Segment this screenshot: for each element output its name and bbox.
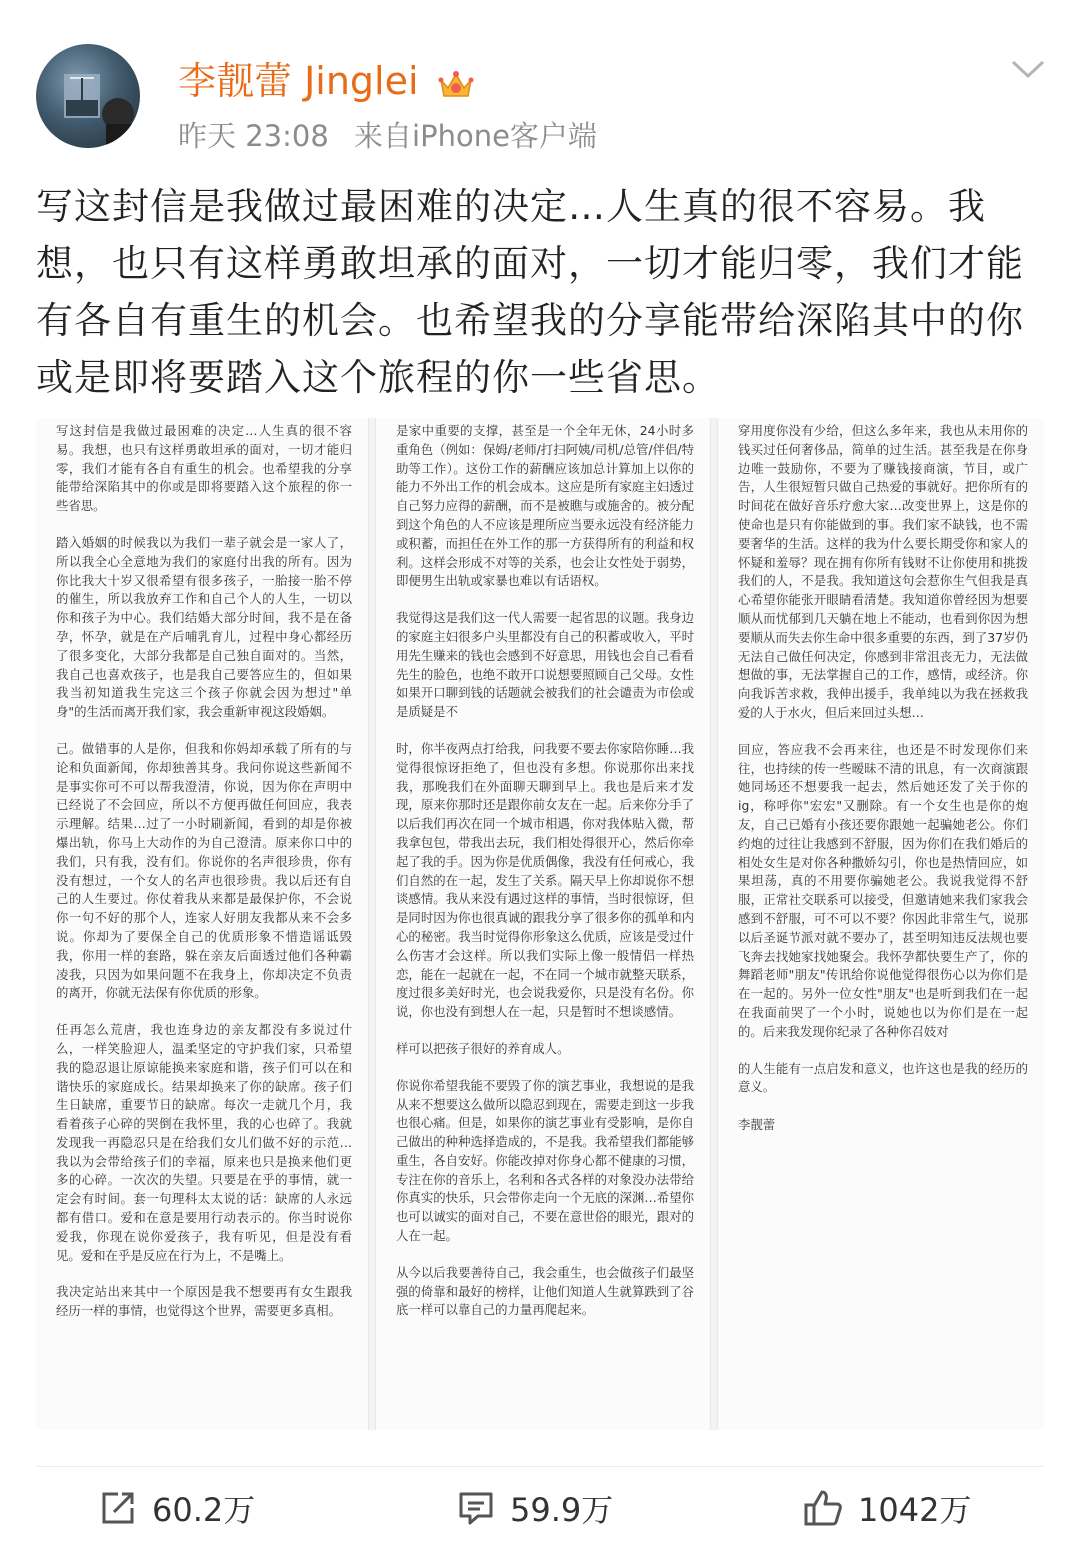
letter-signature: 李靓蕾 [738,1117,776,1133]
post-text: 写这封信是我做过最困难的决定…人生真的很不容易。我想，也只有这样勇敢坦承的面对，一切才能归零，我们才能有各自有重生的机会。也希望我的分享能带给深陷其中的你或是即将要踏入这个旅程的你一些省思。 [36,185,1024,399]
repost-count: 60.2万 [152,1491,256,1529]
letter-paragraph: 从今以后我要善待自己，我会重生，也会做孩子们最坚强的倚靠和最好的榜样，让他们知道人生就算跌到了谷底一样可以靠自己的力量再爬起来。 [396,1264,694,1318]
like-count: 1042万 [858,1491,972,1529]
letter-paragraph: 是家中重要的支撑，甚至是一个全年无休，24小时多重角色（例如：保姆/老师/打扫阿姨/司机/总管/伴侣/特助等工作）。这份工作的薪酬应该加总计算加上以你的能力不外出工作的机会成本。这应是所有家庭主妇透过自己努力应得的薪酬，而不是被瞧与或施舍的。被分配到这个角色的人不应该是理所应当要永远没有经济能力或积蓄，而担任在外工作的那一方获得所有的利益和权利。这样会形成不对等的关系，也会让女性处于弱势，即便男生出轨或家暴也难以有话语权。 [396,423,694,589]
letter-image[interactable] [36,418,1044,1430]
letter-paragraph: 你说你希望我能不要毁了你的演艺事业，我想说的是我从来不想要这么做所以隐忍到现在，需要走到这一步我也很心痛。但是，如果你的演艺事业有受影响，是你自己做出的种种选择造成的，不是我。我希望我们都能够重生，各自安好。你能改掉对你身心都不健康的习惯，专注在你的音乐上，名利和各式各样的对象没办法带给你真实的快乐，只会带你走向一个无底的深渊…希望你也可以诚实的面对自己，不要在意世俗的眼光，跟对的人在一起。 [396,1077,694,1244]
letter-paragraph: 己。做错事的人是你，但我和你妈却承载了所有的与论和负面新闻，你却独善其身。我问你说这些新闻不是事实你可不可以帮我澄清，你说，因为你在声明中已经说了不会回应，所以不方便再做任何回应，我表示理解。结果…过了一小时刷新闻，看到的却是你被爆出轨，你马上大动作的为自己澄清。原来你口中的我们，只有我，没有们。你说你的名声很珍贵，你有没有想过，一个女人的名声也很珍贵。我以后还有自己的人生要过。你仗着我从来都是最保护你，不会说你一句不好的那个人，连家人好朋友我都从来不会多说。你却为了要保全自己的优质形象不惜造谣诋毁我，你用一样的套路，躲在亲友后面透过他们各种霸凌我，只因为如果问题不在我身上，你却决定不负责的离开，你就无法保有你优质的形象。 [56,740,352,1001]
letter-paragraph: 我觉得这是我们这一代人需要一起省思的议题。我身边的家庭主妇很多户头里都没有自己的积蓄或收入，平时用先生赚来的钱也会感到不好意思，用钱也会自己看看先生的脸色，也绝不敢开口说想要照顾自己父母。女性如果开口聊到钱的话题就会被我们的社会谴责为市侩或是质疑是不 [396,610,694,720]
post-meta [178,114,597,155]
letter-paragraph: 穿用度你没有少给，但这么多年来，我也从未用你的钱买过任何奢侈品，简单的过生活。甚至我是在你身边唯一鼓励你，不要为了赚钱接商演，节目，或广告，人生很短暂只做自己热爱的事就好。把你所有的时间花在做好音乐疗愈大家…改变世界上，这是你的使命也是只有你能做到的事。我们家不缺钱，也不需要奢华的生活。这样的我为什么要长期受你和家人的怀疑和羞辱？现在拥有你所有钱财不让你使用和挑拨我们的人，不是我。我知道这句会惹你生气但我是真心希望你能张开眼睛看清楚。我知道你曾经因为想要顺从而忧郁到几天躺在地上不能动，也看到你因为想要顺从而失去你生命中很多重要的东西，到了37岁仍无法自己做任何决定，你感到非常沮丧无力，无法做想做的事，无法掌握自己的工作，感情，或经济。你向我诉苦求救，我伸出援手，我单纯以为我在拯救我爱的人于水火，但后来回过头想… [738,423,1028,720]
letter-paragraph: 时，你半夜两点打给我，问我要不要去你家陪你睡…我觉得很惊讶拒绝了，但也没有多想。你说那你出来找我，那晚我们在外面聊天聊到早上。我也是后来才发现，原来你那时还是跟你前女友在一起。后来你分手了以后我们再次在同一个城市相遇，你对我体贴入微，帮我拿包包，带我出去玩，我们相处得很开心，然后你牵起了我的手。因为你是优质偶像，我没有任何戒心，我们自然的在一起，发生了关系。隔天早上你却说你不想谈感情。我从来没有遇过这样的事情，当时很惊讶，但是同时因为你也很真诚的跟我分享了很多你的孤单和内心的秘密。我当时觉得你形象这么优质，应该是受过什么伤害才会这样。所以我们实际上像一般情侣一样热恋，能在一起就在一起，不在同一个城市就整天联系，度过很多美好时光，也会说我爱你，只是没有名份。你说，你也没有到想人在一起，只是暂时不想谈感情。 [396,740,694,1020]
letter-page-1 [36,418,368,1430]
username[interactable] [178,50,475,105]
letter-paragraph: 踏入婚姻的时候我以为我们一辈子就会是一家人了，所以我全心全意地为我们的家庭付出我的所有。因为你比我大十岁又很希望有很多孩子，一胎接一胎不停的催生，所以我放弃工作和自己个人的人生，一切以你和孩子为中心。我们结婚大部分时间，我不是在备孕，怀孕，就是在产后哺乳育儿，过程中身心都经历了很多变化，大部分我都是自己独自面对的。当然，我自己也喜欢孩子，也是我自己要答应生的，但如果我当初知道我生完这三个孩子你就会因为想过"单身"的生活而离开我们家，我会重新审视这段婚姻。 [56,534,352,720]
letter-paragraph: 的人生能有一点启发和意义，也许这也是我的经历的意义。 [738,1060,1028,1095]
divider [36,1466,1044,1467]
chevron-down-icon[interactable] [1010,58,1046,80]
letter-paragraph: 任再怎么荒唐，我也连身边的亲友都没有多说过什么，一样笑脸迎人，温柔坚定的守护我们家，只希望我的隐忍退让原谅能换来家庭和谐，孩子们可以在和谐快乐的家庭成长。结果却换来了你的缺席。孩子们生日缺席，重要节日的缺席。每次一走就几个月，我看着孩子心碎的哭倒在我怀里，我的心也碎了。我就发现我一再隐忍只是在给我们女儿们做不好的示范…我以为会带给孩子们的幸福，原来也只是换来他们更多的心碎。一次次的失望。只要是在乎的事情，就一定会有时间。套一句理科太太说的话：缺席的人永远都有借口。爱和在意是要用行动表示的。你当时说你爱我，你现在说你爱孩子，我有听见，但是没有看见。爱和在乎是反应在行为上，不是嘴上。 [56,1022,352,1263]
source-prefix: 来自 [354,119,413,153]
letter-paragraph: 回应，答应我不会再来往，也还是不时发现你们来往，也持续的传一些暧昧不清的讯息，有一次商演跟她同场还不想要我一起去，然后她还发了关于你的ig，称呼你"宏宏"又删除。有一个女生也是你的炮友，自己已婚有小孩还要你跟她一起骗她老公。你们约炮的过往让我感到不舒服，因为你们在我们婚后的相处女生是对你各种撒娇勾引，你也是热情回应，如果坦荡，真的不用要你骗她老公。我说我觉得不舒服，正常社交联系可以接受，但邀请她来我们家我会感到不舒服，可不可以不要？你因此非常生气，说那以后圣诞节派对就不要办了，甚至明知违反法规也要飞奔去找她家找她聚会。我怀孕都快要生产了，你的舞蹈老师"朋友"传讯给你说他觉得很伤心以为你们是在一起的。另外一位女性"朋友"也是听到我们在一起在我面前哭了一个小时，说她也以为你们是在一起的。后来我发现你纪录了各种你召妓对 [738,741,1028,1039]
like-button[interactable] [802,1486,971,1530]
repost-button[interactable] [98,1486,255,1530]
repost-icon [98,1488,138,1528]
letter-page-3 [718,418,1044,1430]
letter-paragraph: 样可以把孩子很好的养育成人。 [396,1040,570,1056]
member-crown-icon [437,66,475,102]
source-device[interactable]: iPhone客户端 [412,119,597,153]
comment-icon [456,1488,496,1528]
action-bar [0,1468,1080,1548]
username-text[interactable]: 李靓蕾 Jinglei [178,59,419,103]
avatar[interactable] [36,44,140,148]
post-header [36,44,1046,164]
post-time: 昨天 23:08 [178,119,329,153]
letter-paragraph: 我决定站出来其中一个原因是我不想要再有女生跟我经历一样的事情，也觉得这个世界，需要更多真相。 [56,1284,352,1319]
letter-page-2 [376,418,710,1430]
comment-count: 59.9万 [510,1491,614,1529]
thumbs-up-icon [802,1488,844,1528]
comment-button[interactable] [456,1486,613,1530]
letter-paragraph: 写这封信是我做过最困难的决定…人生真的很不容易。我想，也只有这样勇敢坦承的面对，一切才能归零，我们才能有各自有重生的机会。也希望我的分享能带给深陷其中的你或是即将要踏入这个旅程的你一些省思。 [56,423,352,514]
